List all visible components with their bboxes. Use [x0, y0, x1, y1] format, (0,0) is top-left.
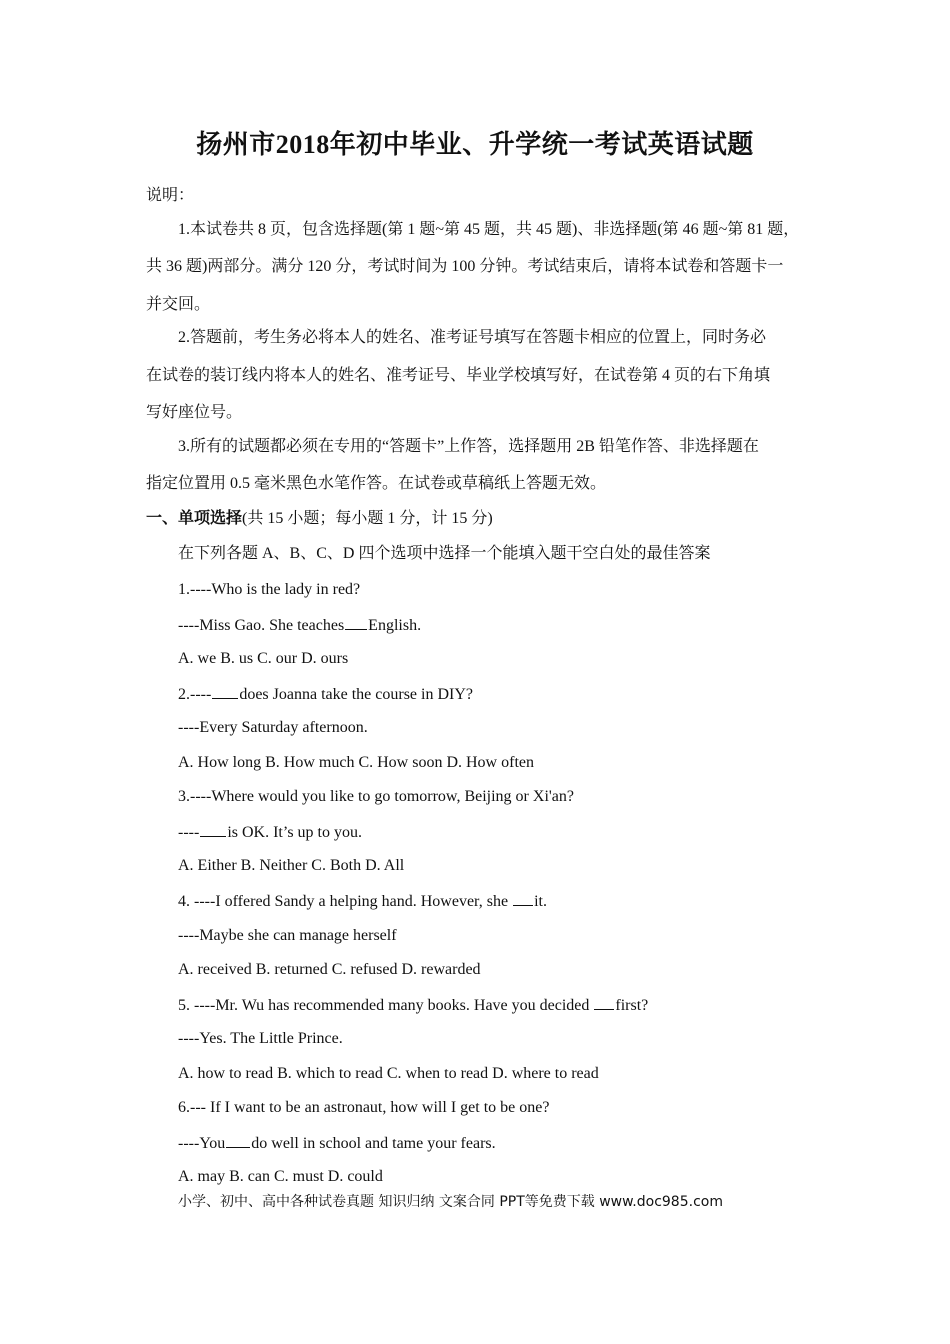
question-1-reply-start: ----Miss Gao. She teaches: [178, 617, 345, 634]
instruction-2-line-2: 在试卷的装订线内将本人的姓名、准考证号、毕业学校填写好，在试卷第 4 页的右下角填: [146, 367, 771, 384]
question-1-prompt: 1.----Who is the lady in red?: [178, 581, 361, 598]
answer-blank: [226, 1133, 250, 1148]
question-3-reply: [178, 822, 362, 843]
answer-blank: [345, 615, 367, 630]
question-2-reply: ----Every Saturday afternoon.: [178, 719, 368, 736]
instruction-1-line-1: 1.本试卷共 8 页，包含选择题(第 1 题~第 45 题，共 45 题)、非选择题(第 46 题~第 81 题，: [178, 221, 800, 238]
instruction-3-line-1: 3.所有的试题都必须在专用的“答题卡”上作答，选择题用 2B 铅笔作答、非选择题在: [178, 438, 759, 455]
question-3-prompt: 3.----Where would you like to go tomorrow, Beijing or Xi'an?: [178, 788, 574, 805]
question-1-options: A. we B. us C. our D. ours: [178, 650, 349, 667]
section-1-heading: [146, 509, 493, 529]
instruction-1-line-2: 共 36 题)两部分。满分 120 分，考试时间为 100 分钟。考试结束后，请将本试卷和答题卡一: [146, 258, 784, 275]
answer-blank: [212, 684, 238, 699]
question-2-prompt-end: does Joanna take the course in DIY?: [239, 686, 474, 703]
question-3-reply-start: ----: [178, 824, 200, 841]
question-1-reply: [178, 615, 421, 636]
section-1-label: 一、单项选择: [146, 510, 243, 527]
question-5-options: A. how to read B. which to read C. when to read D. where to read: [178, 1065, 599, 1082]
question-4-prompt-start: 4. ----I offered Sandy a helping hand. However, she: [178, 893, 513, 910]
question-5-prompt-start: 5. ----Mr. Wu has recommended many books. Have you decided: [178, 997, 594, 1014]
question-4-options: A. received B. returned C. refused D. rewarded: [178, 961, 481, 978]
question-6-reply-end: do well in school and tame your fears.: [251, 1135, 496, 1152]
question-6-prompt: 6.--- If I want to be an astronaut, how will I get to be one?: [178, 1099, 550, 1116]
answer-blank: [594, 995, 614, 1010]
question-3-options: A. Either B. Neither C. Both D. All: [178, 857, 405, 874]
instruction-3-line-2: 指定位置用 0.5 毫米黑色水笔作答。在试卷或草稿纸上答题无效。: [146, 475, 607, 492]
section-1-detail: (共 15 小题；每小题 1 分，计 15 分): [242, 510, 493, 527]
instruction-1-line-3: 并交回。: [146, 296, 211, 313]
page-footer: 小学、初中、高中各种试卷真题 知识归纳 文案合同 PPT等免费下载 www.doc985.com: [178, 1194, 723, 1210]
question-2-prompt: [178, 684, 473, 705]
question-6-options: A. may B. can C. must D. could: [178, 1168, 383, 1185]
answer-blank: [200, 822, 226, 837]
question-4-prompt: [178, 891, 547, 912]
question-4-reply: ----Maybe she can manage herself: [178, 927, 397, 944]
section-1-direction: 在下列各题 A、B、C、D 四个选项中选择一个能填入题干空白处的最佳答案: [178, 545, 711, 562]
answer-blank: [513, 891, 533, 906]
question-6-reply: [178, 1133, 496, 1154]
page-title: 扬州市2018年初中毕业、升学统一考试英语试题: [196, 130, 754, 159]
question-6-reply-start: ----You: [178, 1135, 226, 1152]
question-4-prompt-end: it.: [534, 893, 547, 910]
question-5-reply: ----Yes. The Little Prince.: [178, 1030, 343, 1047]
question-5-prompt: [178, 995, 648, 1016]
question-1-reply-end: English.: [368, 617, 422, 634]
question-5-prompt-end: first?: [615, 997, 649, 1014]
instructions-heading: 说明：: [146, 187, 195, 204]
question-2-prompt-start: 2.----: [178, 686, 212, 703]
instruction-2-line-1: 2.答题前，考生务必将本人的姓名、准考证号填写在答题卡相应的位置上，同时务必: [178, 329, 767, 346]
question-2-options: A. How long B. How much C. How soon D. How often: [178, 754, 534, 771]
question-3-reply-end: is OK. It’s up to you.: [227, 824, 362, 841]
instruction-2-line-3: 写好座位号。: [146, 404, 243, 421]
